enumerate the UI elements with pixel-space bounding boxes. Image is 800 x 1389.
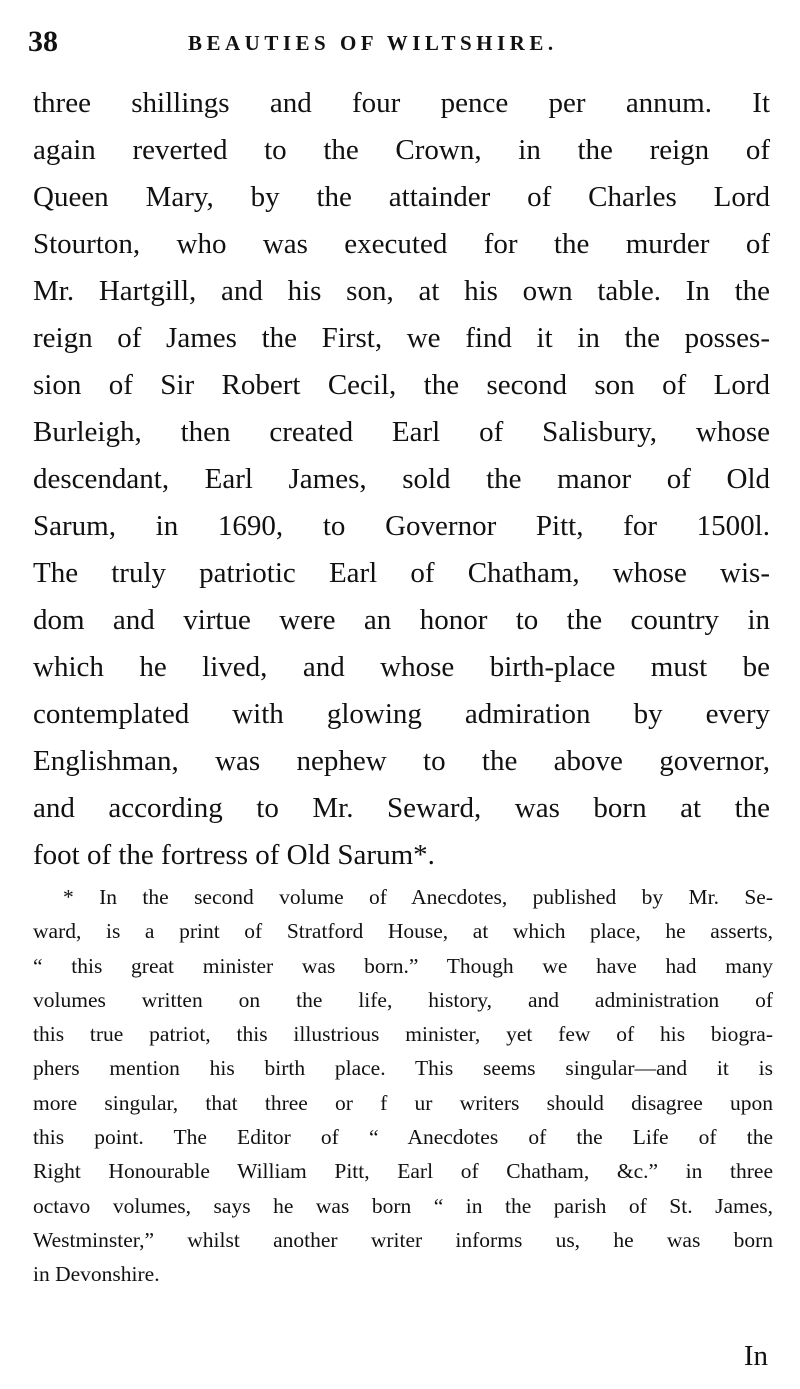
catchword: In	[743, 1340, 768, 1372]
footnote-line: Westminster,” whilst another writer informs us, he was born	[33, 1227, 773, 1252]
text-line: and according to Mr. Seward, was born at the	[33, 792, 770, 824]
text-line: dom and virtue were an honor to the country in	[33, 604, 770, 636]
text-line: sion of Sir Robert Cecil, the second son of Lord	[33, 369, 770, 401]
footnote-line: volumes written on the life, history, and administration of	[33, 987, 773, 1012]
footnote-line: * In the second volume of Anecdotes, published by Mr. Se-	[63, 885, 773, 909]
footnote-line: Right Honourable William Pitt, Earl of Chatham, &c.” in three	[33, 1159, 773, 1184]
text-line: Burleigh, then created Earl of Salisbury, whose	[33, 416, 770, 448]
page-number: 38	[28, 25, 58, 58]
running-title: BEAUTIES OF WILTSHIRE.	[188, 31, 558, 55]
running-head	[28, 22, 772, 62]
footnote-line: “ this great minister was born.” Though we have had many	[33, 953, 773, 978]
footnote-line: this point. The Editor of “ Anecdotes of the Life of the	[33, 1125, 773, 1150]
footnote-line: octavo volumes, says he was born “ in the parish of St. James,	[33, 1193, 773, 1218]
footnote	[33, 880, 773, 1292]
text-line: reign of James the First, we find it in the posses-	[33, 322, 770, 354]
footnote-line: ward, is a print of Stratford House, at which place, he asserts,	[33, 919, 773, 944]
text-line: Sarum, in 1690, to Governor Pitt, for 1500l.	[33, 510, 770, 542]
footnote-line: phers mention his birth place. This seems singular—and it is	[33, 1056, 773, 1081]
text-line: The truly patriotic Earl of Chatham, whose wis-	[33, 557, 770, 589]
text-line: contemplated with glowing admiration by every	[33, 698, 770, 730]
footnote-line: this true patriot, this illustrious minister, yet few of his biogra-	[33, 1022, 773, 1047]
footnote-line: more singular, that three or f ur writers should disagree upon	[33, 1090, 773, 1115]
text-line: Queen Mary, by the attainder of Charles Lord	[33, 181, 770, 213]
text-line: Mr. Hartgill, and his son, at his own table. In the	[33, 275, 770, 307]
text-line: Englishman, was nephew to the above governor,	[33, 745, 770, 777]
text-line: which he lived, and whose birth-place must be	[33, 651, 770, 683]
text-line: Stourton, who was executed for the murder of	[33, 228, 770, 260]
footnote-line: in Devonshire.	[33, 1262, 160, 1287]
text-line: foot of the fortress of Old Sarum*.	[33, 839, 435, 871]
text-line: descendant, Earl James, sold the manor of Old	[33, 463, 770, 495]
text-line: three shillings and four pence per annum. It	[33, 87, 770, 119]
text-line: again reverted to the Crown, in the reign of	[33, 134, 770, 166]
main-text	[33, 80, 770, 879]
